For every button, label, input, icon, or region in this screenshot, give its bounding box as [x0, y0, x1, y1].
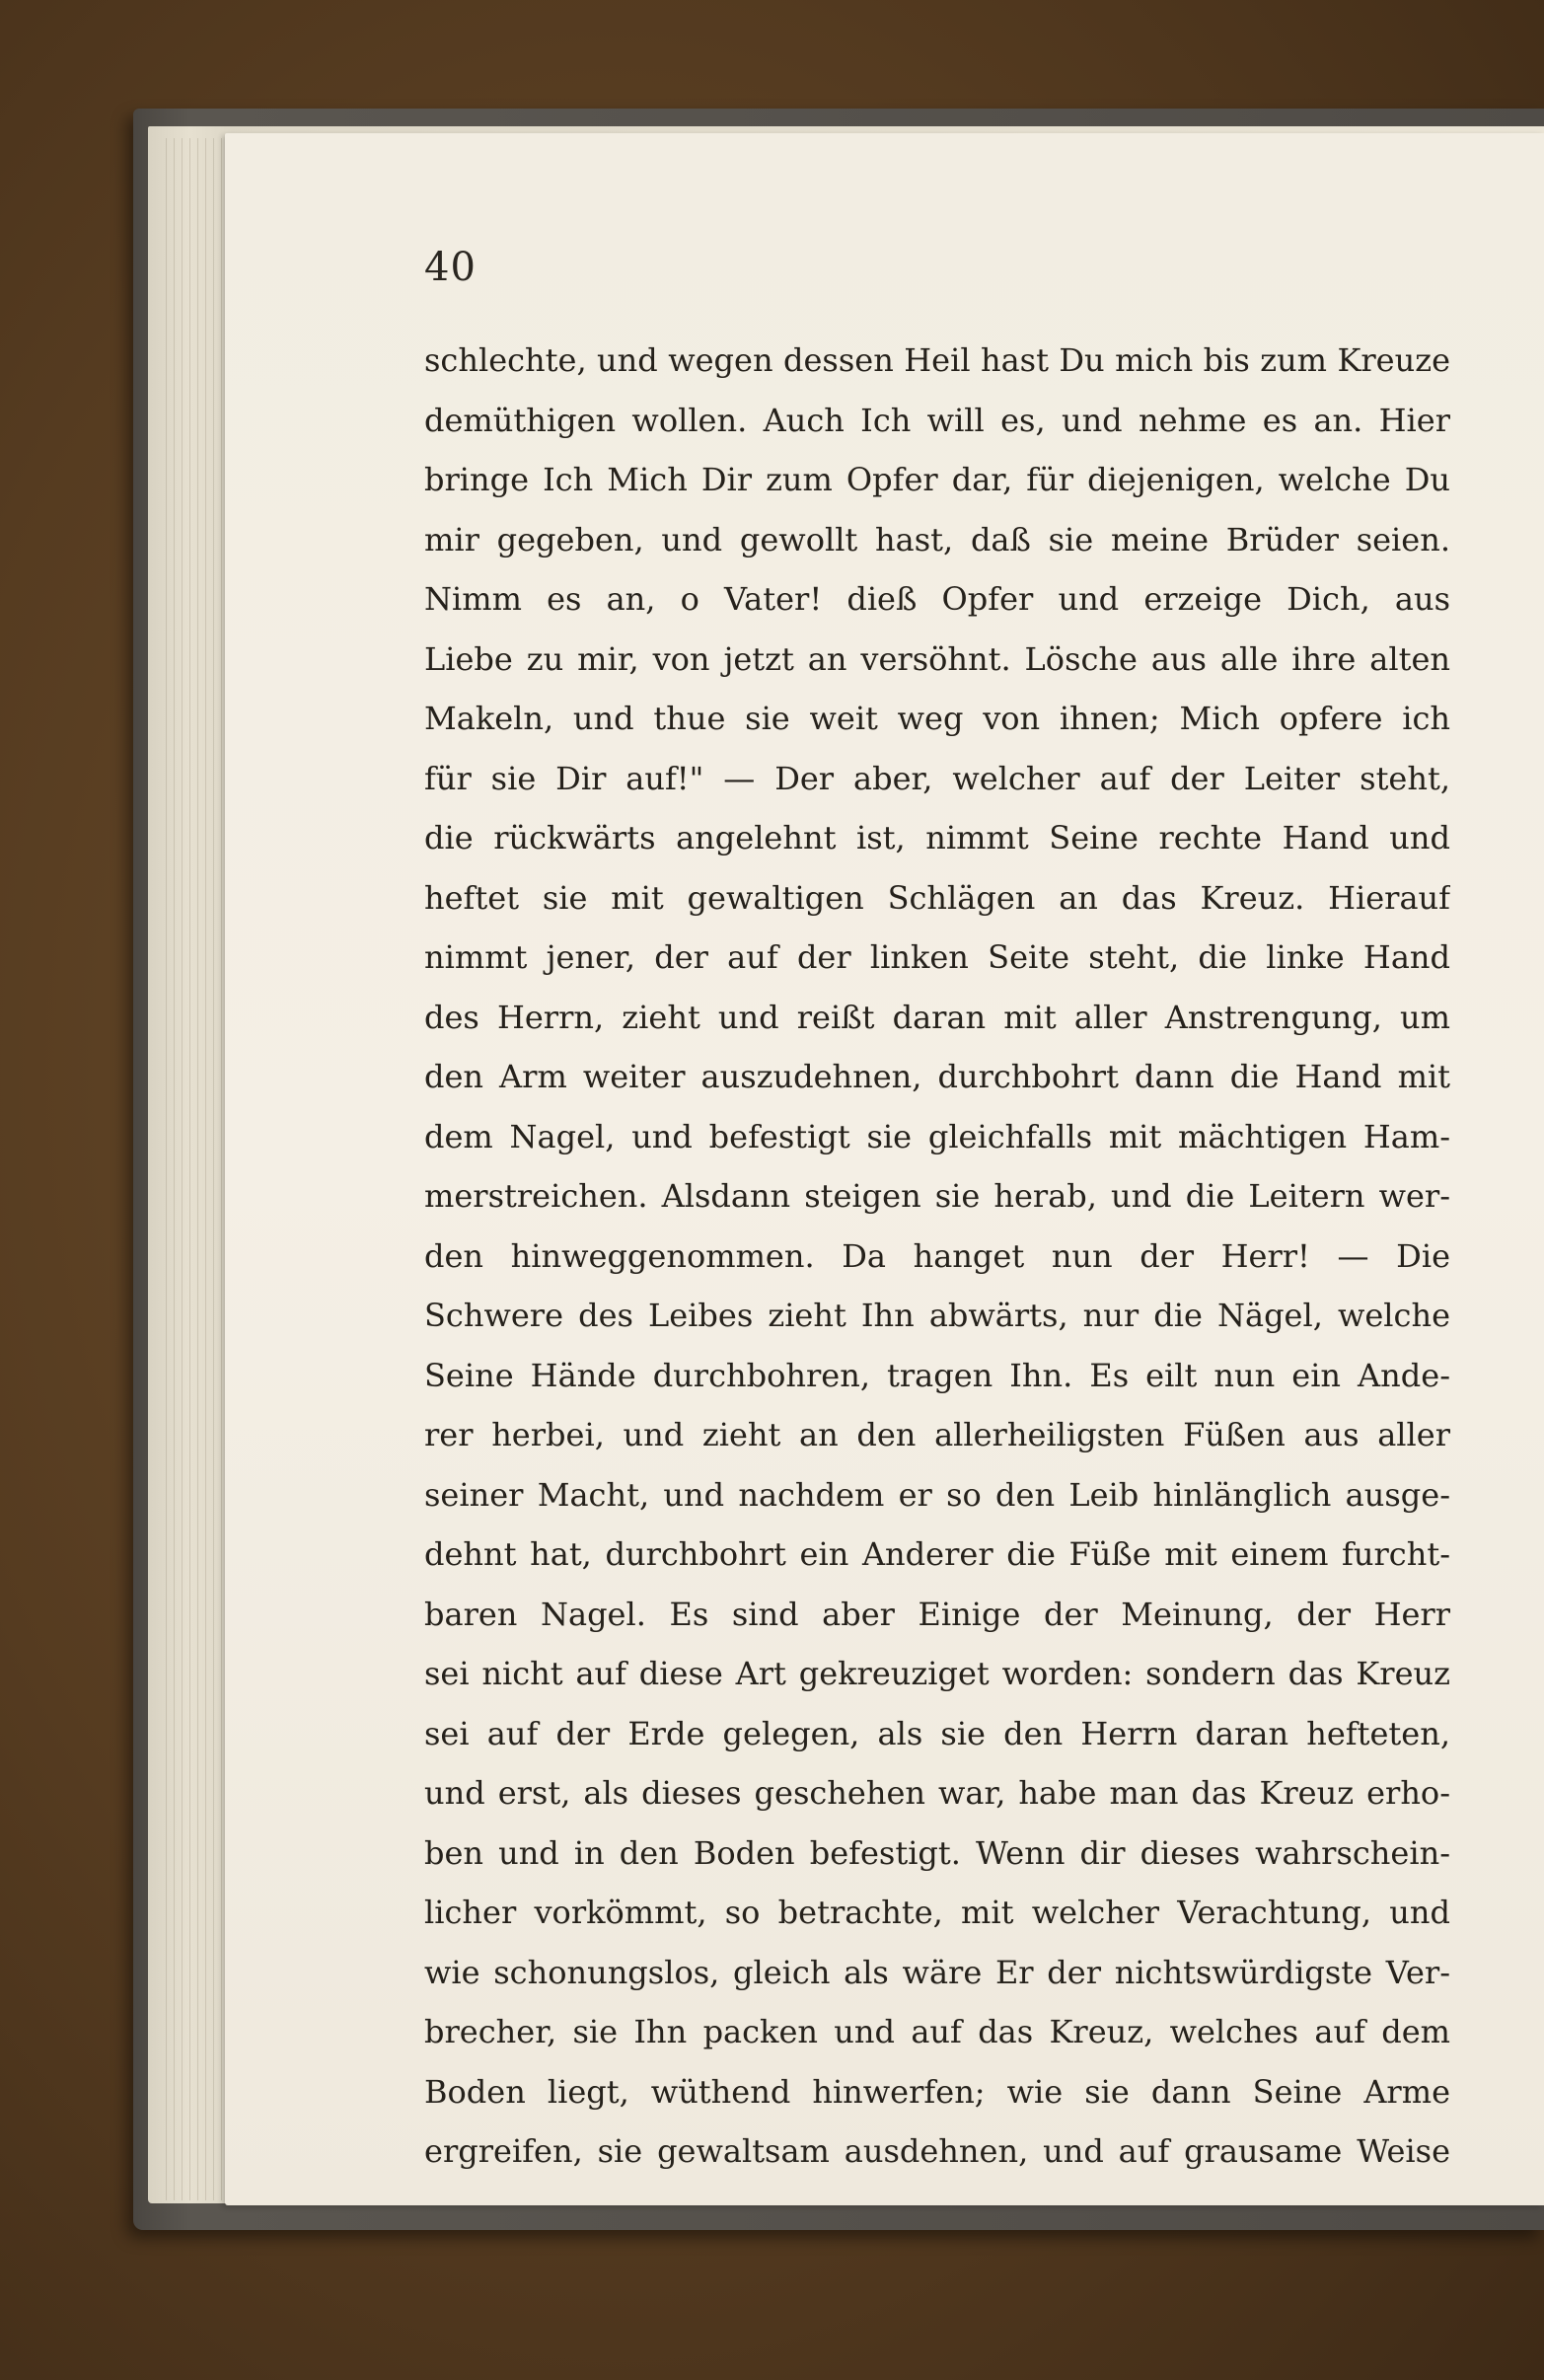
text-line: ergreifen, sie gewaltsam ausdehnen, und auf grausame Weise [424, 2132, 1450, 2170]
text-line: ben und in den Boden befestigt. Wenn dir dieses wahrschein- [424, 1833, 1450, 1872]
text-line: baren Nagel. Es sind aber Einige der Meinung, der Herr [424, 1595, 1450, 1633]
text-line: Liebe zu mir, von jetzt an versöhnt. Lösche aus alle ihre alten [424, 639, 1450, 678]
text-line: und erst, als dieses geschehen war, habe man das Kreuz erho- [424, 1774, 1450, 1812]
text-line: schlechte, und wegen dessen Heil hast Du mich bis zum Kreuze [424, 341, 1450, 379]
text-line: mir gegeben, und gewollt hast, daß sie meine Brüder seien. [424, 520, 1450, 558]
page-edges [166, 138, 225, 2200]
text-line: seiner Macht, und nachdem er so den Leib hinlänglich ausge- [424, 1475, 1450, 1514]
page-number: 40 [424, 245, 477, 290]
text-line: dehnt hat, durchbohrt ein Anderer die Füße mit einem furcht- [424, 1535, 1450, 1573]
text-line: dem Nagel, und befestigt sie gleichfalls mit mächtigen Ham- [424, 1117, 1450, 1155]
text-line: merstreichen. Alsdann steigen sie herab, und die Leitern wer- [424, 1177, 1450, 1215]
text-line: Boden liegt, wüthend hinwerfen; wie sie dann Seine Arme [424, 2072, 1450, 2111]
text-line: nimmt jener, der auf der linken Seite steht, die linke Hand [424, 938, 1450, 976]
text-line: Nimm es an, o Vater! dieß Opfer und erzeige Dich, aus [424, 580, 1450, 618]
text-line: den hinweggenommen. Da hanget nun der Herr! — Die [424, 1236, 1450, 1275]
text-line: des Herrn, zieht und reißt daran mit aller Anstrengung, um [424, 998, 1450, 1036]
text-line: Seine Hände durchbohren, tragen Ihn. Es eilt nun ein Ande- [424, 1356, 1450, 1394]
text-line: brecher, sie Ihn packen und auf das Kreuz, welches auf dem [424, 2013, 1450, 2050]
text-line: für sie Dir auf!" — Der aber, welcher auf der Leiter steht, [424, 759, 1450, 797]
page-text [424, 331, 1450, 2182]
text-line: sei auf der Erde gelegen, als sie den Herrn daran hefteten, [424, 1714, 1450, 1752]
text-line: sei nicht auf diese Art gekreuziget worden: sondern das Kreuz [424, 1655, 1450, 1692]
text-line: heftet sie mit gewaltigen Schlägen an das Kreuz. Hierauf [424, 878, 1450, 917]
text-line: rer herbei, und zieht an den allerheiligsten Füßen aus aller [424, 1416, 1450, 1453]
text-line: bringe Ich Mich Dir zum Opfer dar, für diejenigen, welche Du [424, 461, 1450, 498]
text-line: die rückwärts angelehnt ist, nimmt Seine rechte Hand und [424, 819, 1450, 856]
text-line: Makeln, und thue sie weit weg von ihnen; Mich opfere ich [424, 700, 1450, 737]
text-line: licher vorkömmt, so betrachte, mit welcher Verachtung, und [424, 1894, 1450, 1931]
text-line: den Arm weiter auszudehnen, durchbohrt dann die Hand mit [424, 1058, 1450, 1095]
text-line: wie schonungslos, gleich als wäre Er der nichtswürdigste Ver- [424, 1953, 1450, 1991]
text-line: demüthigen wollen. Auch Ich will es, und nehme es an. Hier [424, 401, 1450, 439]
text-line: Schwere des Leibes zieht Ihn abwärts, nur die Nägel, welche [424, 1297, 1450, 1334]
